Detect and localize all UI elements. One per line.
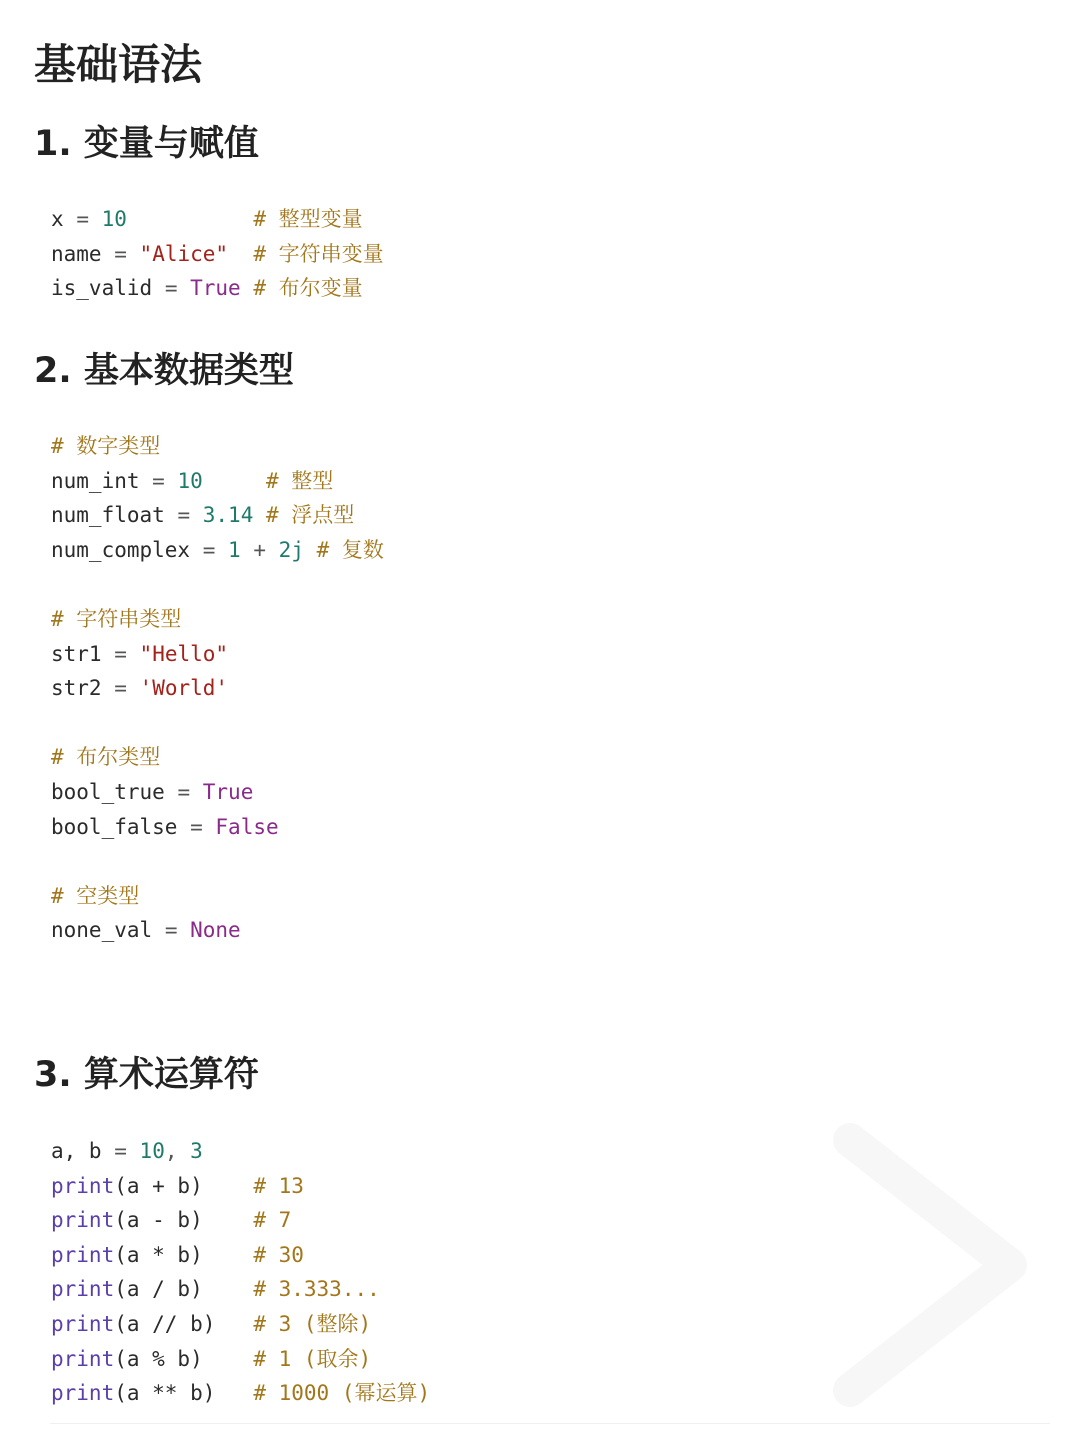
code-line — [51, 237, 384, 272]
code-token-op — [165, 780, 178, 804]
code-line — [51, 464, 384, 499]
code-token-id: (a // b) — [114, 1311, 216, 1336]
code-token-cmt: # 布尔变量 — [253, 276, 363, 301]
code-token-op: = — [152, 468, 165, 493]
code-line — [51, 637, 384, 672]
code-token-op — [64, 207, 77, 231]
code-token-op — [190, 538, 203, 562]
code-token-op — [228, 242, 253, 266]
code-token-id: (a * b) — [114, 1242, 203, 1267]
code-token-id: bool_false — [51, 814, 178, 839]
code-line — [51, 1376, 430, 1411]
code-token-op: = — [76, 207, 89, 231]
code-line — [51, 1203, 430, 1238]
code-token-op — [152, 918, 165, 942]
code-token-op — [266, 538, 279, 562]
code-token-op — [253, 503, 266, 527]
code-line — [51, 533, 384, 568]
code-token-fn: print — [51, 1381, 115, 1406]
code-token-op — [241, 276, 254, 300]
code-token-num: 10 — [101, 207, 127, 231]
section-heading-arithmetic: 3. 算术运算符 — [34, 1055, 259, 1095]
code-line — [51, 879, 384, 914]
code-token-str: "Alice" — [139, 241, 229, 266]
code-token-cmt: # 整型变量 — [253, 207, 363, 231]
code-token-fn: print — [51, 1346, 115, 1371]
code-token-op: = — [164, 918, 178, 943]
code-token-str: "Hello" — [139, 641, 229, 666]
code-block-variables — [51, 202, 384, 306]
code-token-fn: print — [51, 1173, 115, 1198]
code-token-id: x — [51, 207, 64, 231]
code-token-cmt: # 1000 (幂运算) — [253, 1381, 431, 1406]
bottom-divider — [50, 1423, 1050, 1424]
code-token-op — [127, 642, 140, 666]
code-token-num: 2j — [278, 537, 304, 562]
code-token-cmt: # 1 (取余) — [253, 1346, 372, 1371]
page-title: 基础语法 — [34, 40, 203, 89]
code-line — [51, 844, 384, 879]
code-token-op — [203, 1174, 254, 1198]
section-heading-data-types: 2. 基本数据类型 — [34, 351, 294, 391]
code-token-id: str2 — [51, 676, 102, 701]
code-token-num: 3 — [190, 1139, 203, 1163]
code-token-op — [190, 503, 203, 527]
code-token-op — [152, 276, 165, 300]
code-token-op — [190, 780, 203, 804]
code-token-id: (a - b) — [114, 1208, 203, 1233]
code-token-op — [127, 1139, 140, 1163]
code-token-id: name — [51, 241, 102, 266]
code-token-op: = — [114, 1139, 127, 1163]
code-token-str: 'World' — [139, 676, 229, 701]
code-token-op: + — [253, 537, 267, 562]
code-token-id: is_valid — [51, 276, 153, 301]
code-token-id: (a + b) — [114, 1173, 203, 1198]
code-line — [51, 1342, 430, 1377]
code-token-op — [203, 1347, 254, 1371]
code-token-kw: True — [202, 779, 254, 804]
code-token-num: 10 — [139, 1139, 165, 1163]
code-line — [51, 1238, 430, 1273]
code-line — [51, 498, 384, 533]
code-token-op — [165, 503, 178, 527]
code-line — [51, 1307, 430, 1342]
code-token-op — [127, 207, 253, 231]
code-token-op — [127, 676, 140, 700]
code-token-op: = — [114, 676, 127, 701]
section-heading-variables: 1. 变量与赋值 — [34, 124, 259, 164]
code-token-id: a, b — [51, 1139, 102, 1163]
code-token-fn: print — [51, 1311, 115, 1336]
code-token-cmt: # 复数 — [316, 537, 384, 562]
code-token-id: none_val — [51, 918, 153, 943]
code-line — [51, 810, 384, 845]
code-token-op — [177, 918, 190, 942]
code-token-op — [165, 469, 178, 493]
code-token-id: (a % b) — [114, 1346, 203, 1371]
code-block-data-types — [51, 429, 384, 948]
code-token-cmt: # 字符串变量 — [253, 241, 384, 266]
code-token-op — [177, 815, 190, 839]
code-token-op — [89, 207, 102, 231]
code-token-kw: None — [190, 918, 241, 943]
code-token-op: = — [177, 779, 191, 804]
code-line — [51, 271, 384, 306]
code-token-num: 10 — [177, 468, 203, 493]
code-token-fn: print — [51, 1242, 115, 1267]
code-token-op: = — [164, 276, 178, 301]
code-token-op — [304, 538, 317, 562]
code-token-id: num_complex — [51, 537, 191, 562]
code-token-op: = — [202, 537, 216, 562]
code-token-op: , — [164, 1139, 191, 1163]
code-token-op — [102, 1139, 115, 1163]
code-token-id: num_int — [51, 468, 140, 493]
code-token-op — [215, 1381, 253, 1405]
code-token-kw: False — [215, 814, 279, 839]
code-token-num: 1 — [228, 537, 241, 562]
code-line — [51, 740, 384, 775]
code-token-cmt: # 3 (整除) — [253, 1311, 372, 1336]
code-token-op — [127, 242, 140, 266]
code-token-op: = — [190, 814, 203, 839]
code-line — [51, 602, 384, 637]
code-line — [51, 913, 384, 948]
code-token-cmt: # 数字类型 — [51, 434, 161, 458]
code-token-op — [203, 1277, 254, 1301]
code-token-cmt: # 空类型 — [51, 883, 140, 908]
code-line — [51, 202, 384, 237]
code-line — [51, 1169, 430, 1204]
code-token-id: (a / b) — [114, 1277, 203, 1302]
code-token-op: = — [177, 503, 191, 528]
code-token-id: str1 — [51, 641, 102, 666]
code-token-op — [241, 538, 254, 562]
code-line — [51, 567, 384, 602]
code-token-num: 3.14 — [202, 503, 254, 528]
code-token-op — [203, 469, 266, 493]
code-token-op — [203, 815, 216, 839]
code-line — [51, 429, 384, 464]
code-token-cmt: # 30 — [253, 1242, 304, 1267]
code-token-op — [215, 1312, 253, 1336]
code-line — [51, 1134, 430, 1169]
code-token-cmt: # 字符串类型 — [51, 606, 182, 631]
code-token-cmt: # 布尔类型 — [51, 745, 161, 770]
code-token-fn: print — [51, 1208, 115, 1233]
code-token-op — [203, 1243, 254, 1267]
code-token-id: bool_true — [51, 779, 165, 804]
code-token-fn: print — [51, 1277, 115, 1302]
code-token-op — [177, 276, 190, 300]
code-token-cmt: # 浮点型 — [266, 503, 355, 528]
code-token-kw: True — [190, 276, 241, 301]
code-token-id: (a ** b) — [114, 1381, 216, 1406]
code-token-op — [203, 1208, 254, 1232]
code-line — [51, 706, 384, 741]
code-token-op — [102, 642, 115, 666]
code-token-cmt: # 3.333... — [253, 1277, 380, 1302]
code-token-op: = — [114, 241, 127, 266]
code-token-op — [140, 469, 153, 493]
code-token-op: = — [114, 641, 127, 666]
code-line — [51, 1272, 430, 1307]
code-block-arithmetic — [51, 1134, 430, 1411]
code-token-op — [102, 242, 115, 266]
code-token-op — [215, 538, 228, 562]
code-token-cmt: # 13 — [253, 1173, 304, 1198]
code-line — [51, 775, 384, 810]
code-token-cmt: # 整型 — [266, 468, 334, 493]
code-token-id: num_float — [51, 503, 165, 528]
code-line — [51, 671, 384, 706]
chevron-right-icon — [810, 1120, 1050, 1410]
code-token-op — [102, 676, 115, 700]
code-token-cmt: # 7 — [253, 1208, 292, 1233]
